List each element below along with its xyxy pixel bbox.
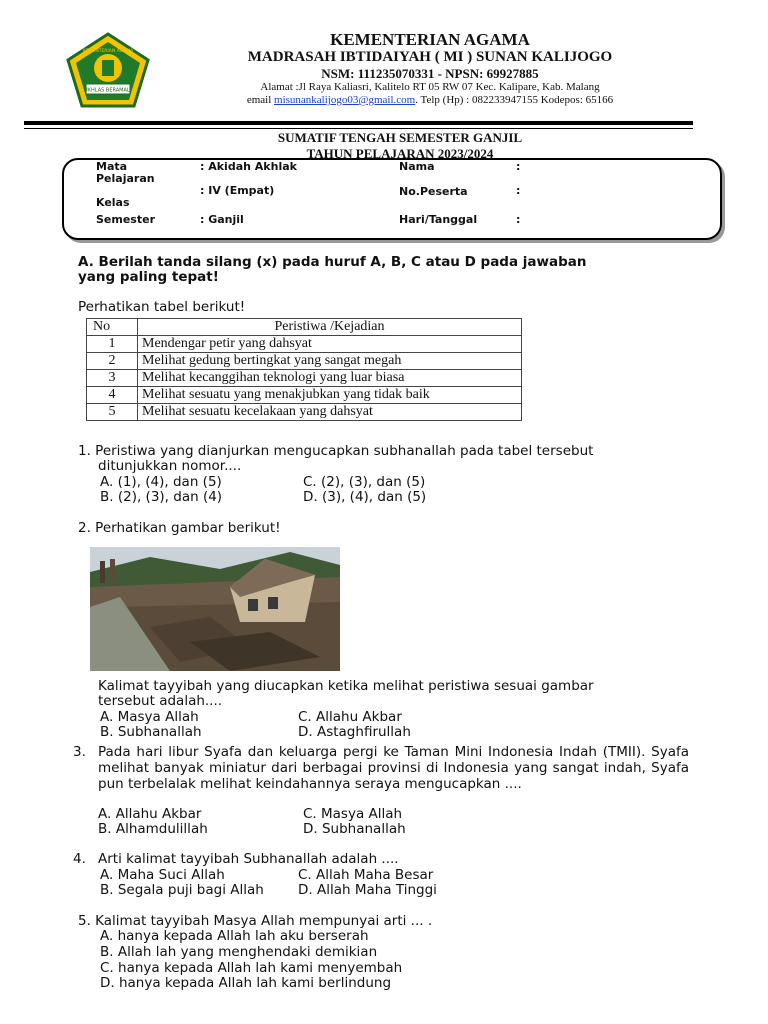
logo-banner-text: IKHLAS BERAMAL bbox=[86, 87, 130, 94]
q5-option-c[interactable]: C. hanya kepada Allah lah kami menyembah bbox=[100, 960, 403, 976]
table-header-event: Peristiwa /Kejadian bbox=[138, 319, 522, 336]
q3-number: 3. bbox=[73, 744, 86, 760]
q5-stem: 5. Kalimat tayyibah Masya Allah mempunyai arti ... . bbox=[78, 913, 433, 929]
q1-stem: 1. Peristiwa yang dianjurkan mengucapkan subhanallah pada tabel tersebut bbox=[78, 443, 594, 459]
kemenag-logo bbox=[62, 30, 154, 110]
q3-option-d[interactable]: D. Subhanallah bbox=[303, 821, 406, 837]
table-row bbox=[87, 353, 522, 370]
table-header-no: No bbox=[87, 319, 138, 336]
table-row bbox=[87, 336, 522, 353]
exam-title: SUMATIF TENGAH SEMESTER GANJIL bbox=[277, 130, 523, 145]
header-rule-thin bbox=[24, 128, 693, 129]
q4-number: 4. bbox=[73, 851, 86, 867]
q4-option-c[interactable]: C. Allah Maha Besar bbox=[298, 867, 434, 883]
student-info-box bbox=[62, 158, 722, 240]
table-cell-no: 4 bbox=[87, 387, 138, 404]
q2-option-c[interactable]: C. Allahu Akbar bbox=[298, 709, 402, 725]
semester-value: : Ganjil bbox=[200, 213, 244, 226]
q1-option-b[interactable]: B. (2), (3), dan (4) bbox=[100, 489, 223, 505]
nsm-npsn: NSM: 111235070331 - NPSN: 69927885 bbox=[321, 66, 539, 81]
name-value: : bbox=[516, 160, 521, 173]
ministry-title: KEMENTERIAN AGAMA bbox=[330, 30, 530, 49]
q2-question-cont: tersebut adalah.... bbox=[98, 693, 223, 709]
q1-option-c[interactable]: C. (2), (3), dan (5) bbox=[303, 474, 426, 490]
number-value: : bbox=[516, 184, 521, 197]
q5-option-b[interactable]: B. Allah lah yang menghendaki demikian bbox=[100, 944, 378, 960]
q1-stem-cont: ditunjukkan nomor.... bbox=[98, 458, 242, 474]
q4-stem: Arti kalimat tayyibah Subhanallah adalah .... bbox=[98, 851, 399, 867]
table-cell-event: Melihat kecanggihan teknologi yang luar biasa bbox=[138, 370, 522, 387]
q3-stem: Pada hari libur Syafa dan keluarga pergi ke Taman Mini Indonesia Indah (TMII). Syafa melihat banyak miniatur dari berbagai provinsi di Indonesia yang sangat indah, Syafa pun terbelalak melihat keindahannya seraya mengucapkan .... bbox=[98, 744, 689, 792]
table-cell-no: 3 bbox=[87, 370, 138, 387]
table-cell-event: Mendengar petir yang dahsyat bbox=[138, 336, 522, 353]
table-cell-event: Melihat sesuatu yang menakjubkan yang tidak baik bbox=[138, 387, 522, 404]
table-cell-no: 1 bbox=[87, 336, 138, 353]
events-table bbox=[86, 318, 522, 421]
logo-ring-text: KEMENTERIAN AGAMA bbox=[82, 49, 134, 54]
email-link[interactable]: misunankalijogo03@gmail.com bbox=[274, 94, 416, 106]
q1-option-d[interactable]: D. (3), (4), dan (5) bbox=[303, 489, 427, 505]
subject-label-1: Mata bbox=[96, 160, 128, 173]
q3-option-b[interactable]: B. Alhamdulillah bbox=[98, 821, 208, 837]
landslide-photo bbox=[90, 547, 340, 671]
table-row bbox=[87, 404, 522, 421]
subject-value: : Akidah Akhlak bbox=[200, 160, 297, 173]
email-prefix: email bbox=[246, 94, 275, 106]
class-label: Kelas bbox=[96, 196, 130, 209]
q2-stem: 2. Perhatikan gambar berikut! bbox=[78, 520, 281, 536]
date-value: : bbox=[516, 213, 521, 226]
table-row bbox=[87, 387, 522, 404]
q3-option-c[interactable]: C. Masya Allah bbox=[303, 806, 403, 822]
q5-option-a[interactable]: A. hanya kepada Allah lah aku berserah bbox=[100, 928, 369, 944]
name-label: Nama bbox=[399, 160, 435, 173]
table-header-row bbox=[87, 319, 522, 336]
q4-option-d[interactable]: D. Allah Maha Tinggi bbox=[298, 882, 437, 898]
contact-line bbox=[160, 94, 700, 106]
table-cell-event: Melihat gedung bertingkat yang sangat megah bbox=[138, 353, 522, 370]
q3-option-a[interactable]: A. Allahu Akbar bbox=[98, 806, 202, 822]
table-cell-event: Melihat sesuatu kecelakaan yang dahsyat bbox=[138, 404, 522, 421]
table-cell-no: 5 bbox=[87, 404, 138, 421]
table-intro: Perhatikan tabel berikut! bbox=[78, 299, 246, 315]
q1-option-a[interactable]: A. (1), (4), dan (5) bbox=[100, 474, 222, 490]
semester-label: Semester bbox=[96, 213, 155, 226]
q2-option-b[interactable]: B. Subhanallah bbox=[100, 724, 202, 740]
school-address: Alamat :Jl Raya Kaliasri, Kalitelo RT 05 RW 07 Kec. Kalipare, Kab. Malang bbox=[260, 81, 600, 93]
table-row bbox=[87, 370, 522, 387]
q5-option-d[interactable]: D. hanya kepada Allah lah kami berlindung bbox=[100, 975, 392, 991]
number-label: No.Peserta bbox=[399, 185, 468, 198]
section-a-instruction: A. Berilah tanda silang (x) pada huruf A, B, C atau D pada jawaban bbox=[78, 254, 587, 270]
madrasah-name: MADRASAH IBTIDAIYAH ( MI ) SUNAN KALIJOGO bbox=[247, 49, 613, 65]
table-cell-no: 2 bbox=[87, 353, 138, 370]
header-rule-thick bbox=[24, 121, 693, 125]
q2-question: Kalimat tayyibah yang diucapkan ketika melihat peristiwa sesuai gambar bbox=[98, 678, 594, 694]
q2-option-a[interactable]: A. Masya Allah bbox=[100, 709, 199, 725]
subject-label-2: Pelajaran bbox=[96, 172, 155, 185]
class-value: : IV (Empat) bbox=[200, 184, 275, 197]
exam-year: TAHUN PELAJARAN 2023/2024 bbox=[306, 146, 494, 161]
date-label: Hari/Tanggal bbox=[399, 213, 478, 226]
contact-phone: . Telp (Hp) : 082233947155 Kodepos: 65166 bbox=[415, 94, 614, 106]
section-a-instruction-cont: yang paling tepat! bbox=[78, 269, 219, 285]
q2-option-d[interactable]: D. Astaghfirullah bbox=[298, 724, 411, 740]
q4-option-a[interactable]: A. Maha Suci Allah bbox=[100, 867, 225, 883]
q4-option-b[interactable]: B. Segala puji bagi Allah bbox=[100, 882, 264, 898]
